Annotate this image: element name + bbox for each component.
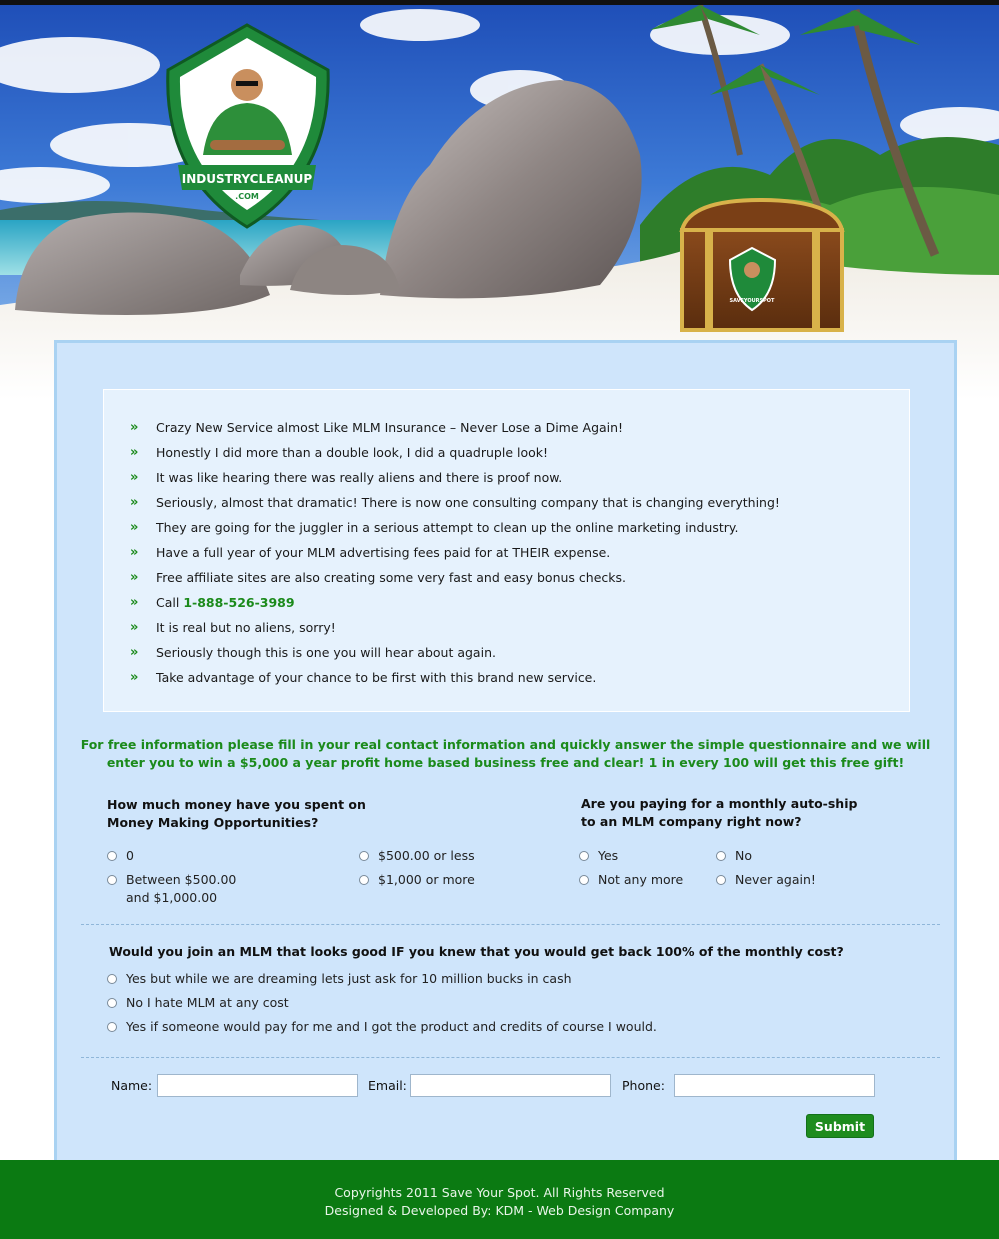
q3-option-yes-if-paid[interactable]: Yes if someone would pay for me and I got the product and credits of course I would. [107,1018,657,1036]
main-panel [54,340,957,1167]
q2-option-no[interactable]: No [716,847,752,865]
radio-button[interactable] [107,851,117,861]
double-chevron-icon: » [130,520,139,535]
double-chevron-icon: » [130,620,139,635]
intro-box [103,389,910,712]
list-item: » Crazy New Service almost Like MLM Insurance – Never Lose a Dime Again! [130,418,780,443]
q1-option-0[interactable]: 0 [107,847,134,865]
question-3-title: Would you join an MLM that looks good IF you knew that you would get back 100% of the monthly cost? [109,944,844,959]
logo-text: INDUSTRYCLEANUP [181,172,313,186]
name-label: Name: [111,1078,153,1093]
double-chevron-icon: » [130,470,139,485]
double-chevron-icon: » [130,545,139,560]
list-item: » They are going for the juggler in a serious attempt to clean up the online marketing industry. [130,518,780,543]
list-item: » Have a full year of your MLM advertising fees paid for at THEIR expense. [130,543,780,568]
section-divider [81,924,940,925]
double-chevron-icon: » [130,420,139,435]
q1-option-between-500-1000[interactable]: Between $500.00 and $1,000.00 [107,871,236,907]
credits-text: Designed & Developed By: KDM - Web Design Company [324,1203,675,1218]
chest-badge-text: SAVEYOURSPOT [729,298,775,304]
email-input[interactable] [410,1074,611,1097]
phone-input[interactable] [674,1074,875,1097]
promo-line-1: For free information please fill in your real contact information and quickly answer the simple questionnaire and we will [80,737,931,752]
radio-button[interactable] [107,1022,117,1032]
logo-sub-text: .COM [235,192,259,201]
radio-button[interactable] [579,875,589,885]
radio-button[interactable] [716,875,726,885]
promo-line-2: enter you to win a $5,000 a year profit home based business free and clear! 1 in every 100 will get this free gift! [106,755,905,770]
list-item: » Free affiliate sites are also creating some very fast and easy bonus checks. [130,568,780,593]
section-divider [81,1057,940,1058]
radio-button[interactable] [107,875,117,885]
q2-option-never-again[interactable]: Never again! [716,871,816,889]
double-chevron-icon: » [130,570,139,585]
double-chevron-icon: » [130,645,139,660]
double-chevron-icon: » [130,595,139,610]
q3-option-hate-mlm[interactable]: No I hate MLM at any cost [107,994,289,1012]
q2-option-not-any-more[interactable]: Not any more [579,871,683,889]
list-item: » Seriously though this is one you will hear about again. [130,643,780,668]
question-1-title: How much money have you spent on Money Making Opportunities? [107,797,366,830]
email-label: Email: [368,1078,407,1093]
question-2-title: Are you paying for a monthly auto-ship to an MLM company right now? [581,796,858,829]
radio-button[interactable] [716,851,726,861]
q3-option-10-million[interactable]: Yes but while we are dreaming lets just ask for 10 million bucks in cash [107,970,572,988]
footer [0,1160,999,1239]
intro-bullet-list [130,418,780,693]
copyright-text: Copyrights 2011 Save Your Spot. All Rights Reserved [334,1185,665,1200]
submit-button[interactable]: Submit [806,1114,874,1138]
double-chevron-icon: » [130,495,139,510]
phone-label: Phone: [622,1078,665,1093]
list-item: » Take advantage of your chance to be first with this brand new service. [130,668,780,693]
q1-option-500-or-less[interactable]: $500.00 or less [359,847,475,865]
radio-button[interactable] [359,851,369,861]
phone-number: 1-888-526-3989 [183,595,295,610]
list-item: » Call 1-888-526-3989 [130,593,780,618]
list-item: » Honestly I did more than a double look, I did a quadruple look! [130,443,780,468]
list-item: » It was like hearing there was really aliens and there is proof now. [130,468,780,493]
q2-option-yes[interactable]: Yes [579,847,618,865]
double-chevron-icon: » [130,445,139,460]
radio-button[interactable] [359,875,369,885]
promo-text [57,736,954,772]
double-chevron-icon: » [130,670,139,685]
treasure-chest-image [682,200,842,330]
radio-button[interactable] [579,851,589,861]
q1-option-1000-or-more[interactable]: $1,000 or more [359,871,475,889]
radio-button[interactable] [107,974,117,984]
list-item: » Seriously, almost that dramatic! There is now one consulting company that is changing everything! [130,493,780,518]
radio-button[interactable] [107,998,117,1008]
list-item: » It is real but no aliens, sorry! [130,618,780,643]
name-input[interactable] [157,1074,358,1097]
